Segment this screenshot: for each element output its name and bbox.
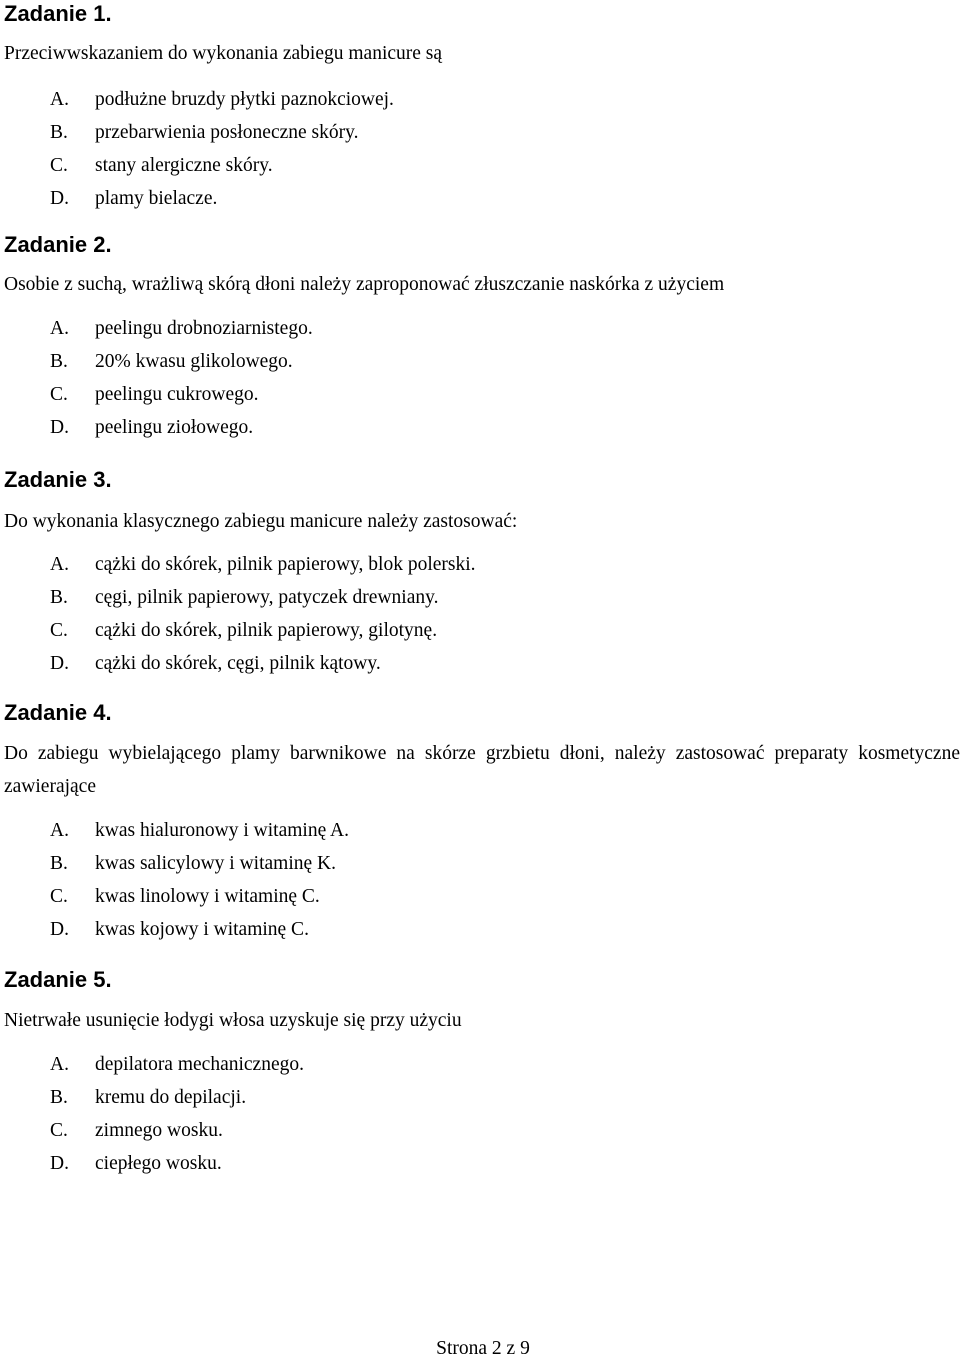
option-text: podłużne bruzdy płytki paznokciowej. (95, 89, 394, 110)
task-question: Do wykonania klasycznego zabiegu manicure należy zastosować: (4, 511, 518, 532)
option-text: ciepłego wosku. (95, 1153, 222, 1174)
option-letter: A. (50, 318, 69, 339)
option-text: depilatora mechanicznego. (95, 1054, 304, 1075)
option-text: peelingu drobnoziarnistego. (95, 318, 313, 339)
option-letter: C. (50, 384, 68, 405)
option-letter: A. (50, 1054, 69, 1075)
option-letter: D. (50, 653, 69, 674)
option-text: zimnego wosku. (95, 1120, 223, 1141)
option-letter: A. (50, 820, 69, 841)
option-text: kremu do depilacji. (95, 1087, 247, 1108)
task-4 (4, 700, 960, 950)
option-letter: C. (50, 886, 68, 907)
option-text: kwas hialuronowy i witaminę A. (95, 820, 350, 841)
option-letter: B. (50, 351, 68, 372)
option-letter: A. (50, 89, 69, 110)
option-text: kwas linolowy i witaminę C. (95, 886, 320, 907)
option-letter: D. (50, 1153, 69, 1174)
option-text: kwas kojowy i witaminę C. (95, 919, 309, 940)
task-question: Przeciwwskazaniem do wykonania zabiegu manicure są (4, 43, 443, 64)
option-text: peelingu cukrowego. (95, 384, 259, 405)
option-text: peelingu ziołowego. (95, 417, 254, 438)
option-letter: B. (50, 587, 68, 608)
option-text: cęgi, pilnik papierowy, patyczek drewniany. (95, 587, 439, 608)
task-question: Osobie z suchą, wrażliwą skórą dłoni należy zaproponować złuszczanie naskórka z użyciem (4, 274, 725, 295)
task-5 (4, 967, 960, 1182)
option-text: plamy bielacze. (95, 188, 218, 209)
task-title: Zadanie 2. (4, 232, 112, 257)
option-text: kwas salicylowy i witaminę K. (95, 853, 336, 874)
task-2 (4, 232, 960, 447)
task-title: Zadanie 3. (4, 467, 112, 492)
task-question: Nietrwałe usunięcie łodygi włosa uzyskuje się przy użyciu (4, 1010, 462, 1031)
option-letter: B. (50, 122, 68, 143)
task-3 (4, 467, 960, 682)
option-letter: C. (50, 620, 68, 641)
option-letter: D. (50, 188, 69, 209)
task-title: Zadanie 1. (4, 1, 112, 26)
option-letter: D. (50, 417, 69, 438)
option-letter: B. (50, 853, 68, 874)
task-question: Do zabiegu wybielającego plamy barwnikowe na skórze grzbietu dłoni, należy zastosować preparaty kosmetyczne zawierające (4, 743, 960, 797)
task-title: Zadanie 5. (4, 967, 112, 992)
option-letter: C. (50, 155, 68, 176)
option-letter: C. (50, 1120, 68, 1141)
option-letter: A. (50, 554, 69, 575)
option-letter: B. (50, 1087, 68, 1108)
page-number: Strona 2 z 9 (436, 1338, 530, 1359)
option-text: cążki do skórek, pilnik papierowy, gilotynę. (95, 620, 438, 641)
option-text: cążki do skórek, cęgi, pilnik kątowy. (95, 653, 381, 674)
option-text: przebarwienia posłoneczne skóry. (95, 122, 359, 143)
option-text: 20% kwasu glikolowego. (95, 351, 293, 372)
option-text: cążki do skórek, pilnik papierowy, blok polerski. (95, 554, 476, 575)
option-letter: D. (50, 919, 69, 940)
task-title: Zadanie 4. (4, 700, 112, 725)
option-text: stany alergiczne skóry. (95, 155, 273, 176)
task-1 (4, 1, 960, 211)
